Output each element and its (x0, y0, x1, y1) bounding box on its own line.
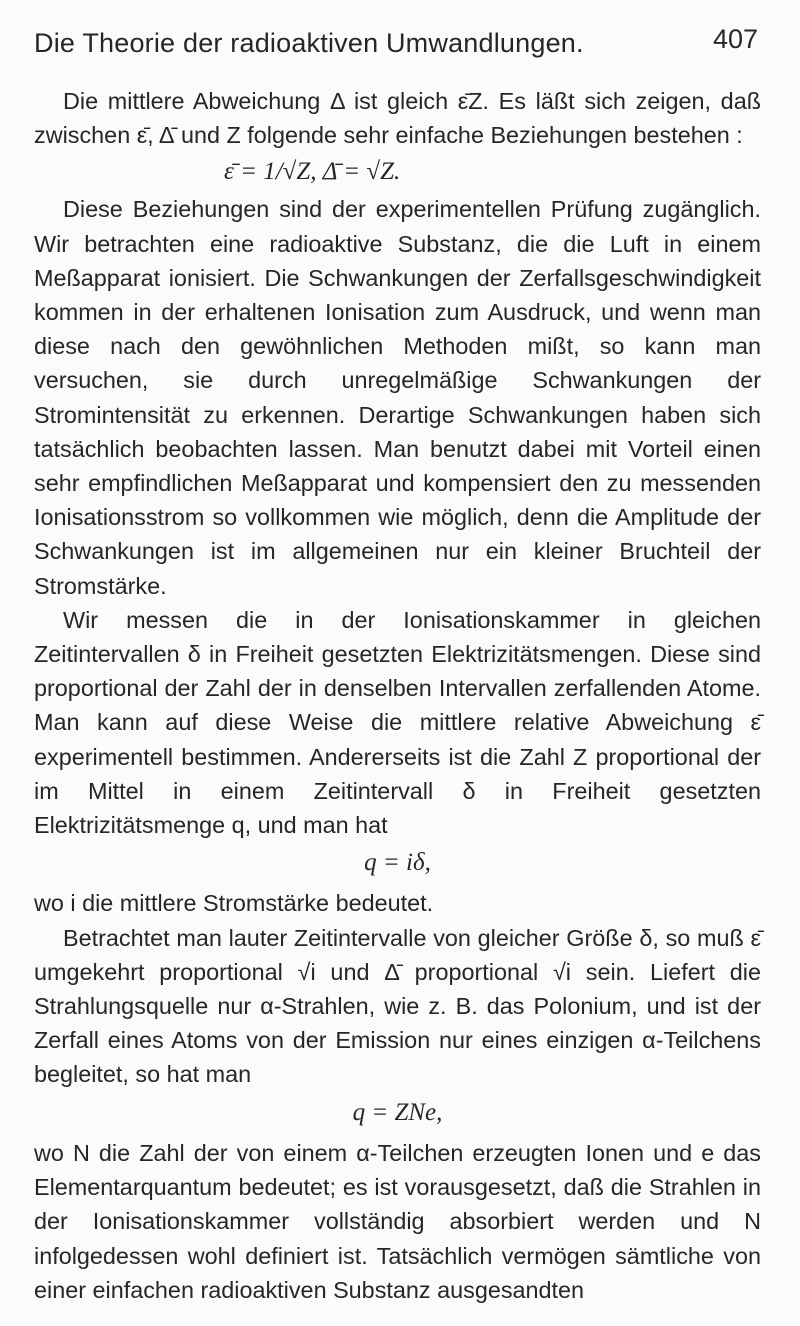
running-header (34, 24, 758, 64)
paragraph: wo N die Zahl der von einem α-Teilchen erzeugten Ionen und e das Elementarquantum bedeutet; es ist vorausgesetzt, daß die Strahlen in der Ionisationskammer vollständig absorbiert werden und N infolgedessen wohl definiert ist. Tatsächlich vermögen sämtliche von einer einfachen radioaktiven Substanz ausgesandten (34, 1139, 761, 1303)
paragraph: Diese Beziehungen sind der experimentellen Prüfung zugänglich. Wir betrachten eine radioaktive Substanz, die die Luft in einem Meßapparat ionisiert. Die Schwankungen der Zerfallsgeschwindigkeit kommen in der erhaltenen Ionisation zum Ausdruck, und wenn man diese nach den gewöhnlichen Methoden mißt, so kann man versuchen, sie durch unregelmäßige Schwankungen der Stromintensität zu erkennen. Derartige Schwankungen haben sich tatsächlich beobachten lassen. Man benutzt dabei mit Vorteil einen sehr empfindlichen Meßapparat und kompensiert den zu messenden Ionisationsstrom so vollkommen wie möglich, denn die Amplitude der Schwankungen ist im allgemeinen nur ein kleiner Bruchteil der Stromstärke. (34, 196, 761, 599)
paragraph: Wir messen die in der Ionisationskammer in gleichen Zeitintervallen δ in Freiheit gesetzten Elektrizitätsmengen. Diese sind proportional der Zahl der in denselben Intervallen zerfallenden Atome. Man kann auf diese Weise die mittlere relative Abweichung ε̄ experimentell bestimmen. Andererseits ist die Zahl Z proportional der im Mittel in einem Zeitintervall δ in Freiheit gesetzten Elektrizitätsmenge q, und man hat (34, 606, 761, 839)
equation: q = iδ, (364, 849, 431, 877)
paragraph: wo i die mittlere Stromstärke bedeutet. (34, 890, 434, 917)
equation: ε̄ = 1/√Z, Δ̄ = √Z. (224, 158, 401, 186)
body-text (34, 84, 761, 1307)
paragraph: Betrachtet man lauter Zeitintervalle von gleicher Größe δ, so muß ε̄ umgekehrt proportional √i und Δ̄ proportional √i sein. Liefert die Strahlungsquelle nur α-Strahlen, wie z. B. das Polonium, und ist der Zerfall eines Atoms von der Emission nur eines einzigen α-Teilchens begleitet, so hat man (34, 924, 761, 1088)
page-number: 407 (712, 24, 758, 54)
equation: q = ZNe, (352, 1098, 443, 1126)
paragraph: Die mittlere Abweichung Δ ist gleich ε̄Z. Es läßt sich zeigen, daß zwischen ε̄, Δ̄ und Z folgende sehr einfache Beziehungen bestehen : (34, 88, 761, 149)
running-title: Die Theorie der radioaktiven Umwandlungen. (34, 28, 584, 58)
